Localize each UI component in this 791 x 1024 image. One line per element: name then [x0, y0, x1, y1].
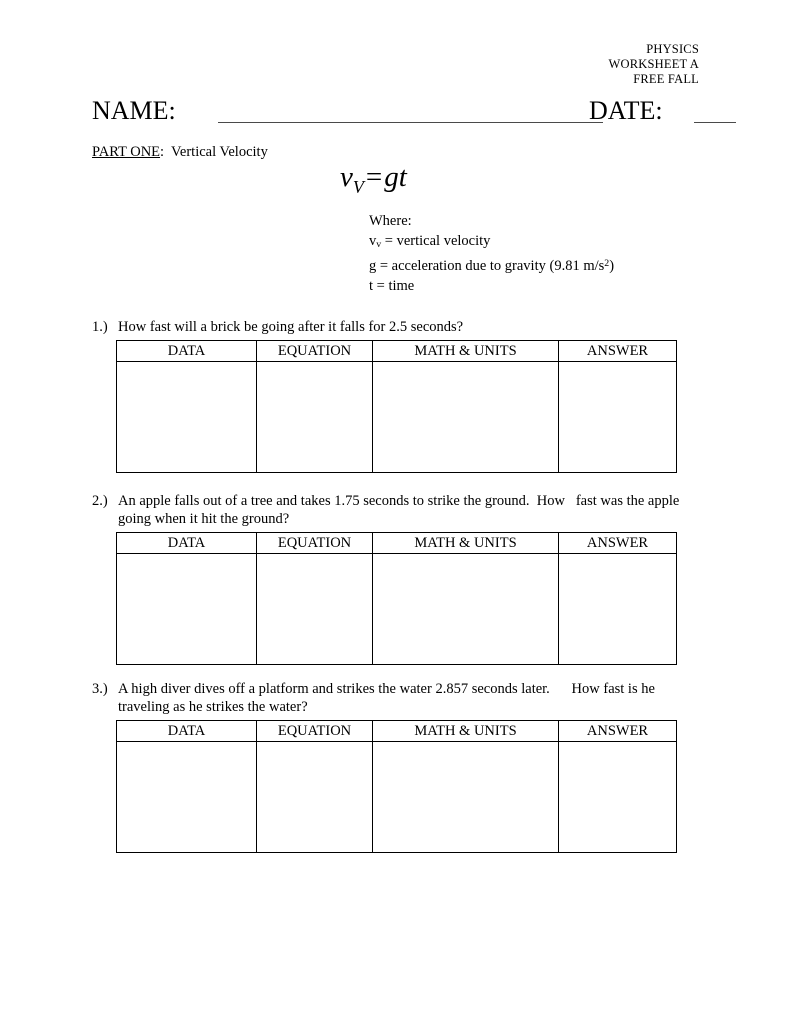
name-date-row: [92, 96, 699, 130]
question-block-3: [92, 680, 699, 853]
question-3-number: 3.): [92, 681, 108, 697]
cell-equation[interactable]: [257, 554, 373, 665]
cell-answer[interactable]: [559, 362, 677, 473]
cell-math-units[interactable]: [373, 362, 559, 473]
legend-item-gravity: [369, 254, 614, 277]
column-header-math-units: MATH & UNITS: [373, 721, 559, 742]
legend-item-vertical-velocity: [369, 232, 614, 255]
legend-g-closing: ): [609, 258, 615, 275]
legend-vv-subscript: v: [376, 238, 382, 250]
header-line-subject: PHYSICS: [646, 42, 699, 56]
cell-equation[interactable]: [257, 362, 373, 473]
cell-math-units[interactable]: [373, 742, 559, 853]
table-row: [117, 554, 677, 665]
question-block-1: [92, 318, 699, 473]
date-blank-field[interactable]: [694, 96, 736, 123]
formula-vertical-velocity: [340, 160, 407, 204]
question-1-body: How fast will a brick be going after it falls for 2.5 seconds?: [118, 319, 464, 335]
answer-table-1: [116, 340, 677, 473]
table-row: [117, 742, 677, 853]
cell-data[interactable]: [117, 362, 257, 473]
question-2-text: [92, 492, 699, 528]
question-2-body: An apple falls out of a tree and takes 1.75 seconds to strike the ground. How fast was the apple going when it hit the ground?: [118, 493, 683, 527]
legend-title: Where:: [369, 213, 412, 229]
cell-equation[interactable]: [257, 742, 373, 853]
legend-g-exponent: 2: [604, 258, 610, 270]
formula-lhs-variable: v: [340, 161, 353, 193]
column-header-data: DATA: [117, 533, 257, 554]
header-line-topic: FREE FALL: [633, 72, 699, 86]
legend-vv-definition: = vertical velocity: [381, 232, 491, 249]
legend-vv-variable: v: [369, 232, 377, 249]
header-line-worksheet: WORKSHEET A: [608, 57, 699, 71]
formula-lhs-subscript: V: [352, 176, 364, 197]
column-header-math-units: MATH & UNITS: [373, 533, 559, 554]
cell-data[interactable]: [117, 554, 257, 665]
cell-data[interactable]: [117, 742, 257, 853]
cell-math-units[interactable]: [373, 554, 559, 665]
table-header-row: [117, 533, 677, 554]
column-header-equation: EQUATION: [257, 341, 373, 362]
question-1-text: [92, 318, 699, 336]
column-header-data: DATA: [117, 341, 257, 362]
question-3-text: [92, 680, 699, 716]
legend-g-definition: g = acceleration due to gravity (9.81 m/s: [369, 258, 605, 275]
cell-answer[interactable]: [559, 554, 677, 665]
column-header-data: DATA: [117, 721, 257, 742]
legend-item-time: t = time: [369, 277, 415, 294]
name-blank-field[interactable]: [218, 96, 603, 123]
column-header-answer: ANSWER: [559, 721, 677, 742]
question-1-number: 1.): [92, 319, 108, 335]
question-3-body: A high diver dives off a platform and strikes the water 2.857 seconds later. How fast is he traveling as he strikes the water?: [118, 681, 659, 715]
table-header-row: [117, 721, 677, 742]
question-2-number: 2.): [92, 493, 108, 509]
formula-operator: =: [365, 161, 383, 193]
answer-table-3: [116, 720, 677, 853]
part-one-subtitle: : Vertical Velocity: [160, 144, 268, 160]
answer-table-2: [116, 532, 677, 665]
table-row: [117, 362, 677, 473]
question-block-2: [92, 492, 699, 665]
formula-legend: [369, 212, 614, 296]
date-label: DATE:: [589, 96, 663, 125]
column-header-answer: ANSWER: [559, 533, 677, 554]
column-header-answer: ANSWER: [559, 341, 677, 362]
cell-answer[interactable]: [559, 742, 677, 853]
document-header: [608, 42, 699, 87]
part-one-heading: [92, 143, 268, 161]
formula-rhs: gt: [384, 161, 407, 193]
column-header-equation: EQUATION: [257, 721, 373, 742]
part-one-label: PART ONE: [92, 144, 161, 160]
column-header-equation: EQUATION: [257, 533, 373, 554]
table-header-row: [117, 341, 677, 362]
column-header-math-units: MATH & UNITS: [373, 341, 559, 362]
name-label: NAME:: [92, 96, 176, 125]
